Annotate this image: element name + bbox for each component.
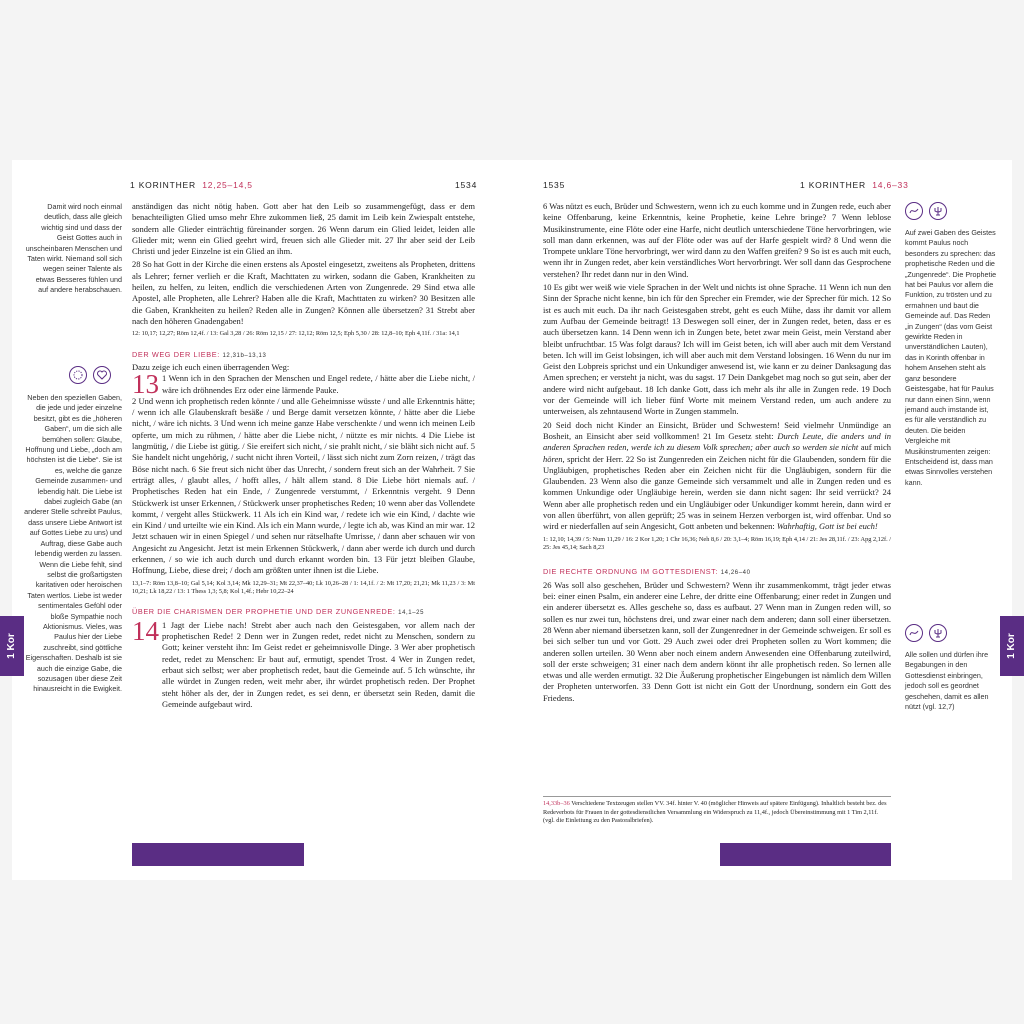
verses-14-1-5: 1 Jagt der Liebe nach! Strebt aber auch nach den Geistesgaben, vor allem nach der prophetischen Rede! 2 Denn wer in Zungen redet, redet nicht zu Menschen, sondern zu Gott; keiner versteht ihn: Im Geist redet er geheimnisvolle Dinge. 3 Wer aber prophetisch redet, redet zu Menschen: Er baut auf, ermutigt, spendet Trost. 4 Wer in Zungen redet, erbaut sich selbst; wer aber prophetisch redet, baut die Gemeinde auf. 5 Ich wünschte, ihr alle würdet in Zungen reden, weit mehr aber, ihr würdet prophetisch reden. Der Prophet steht höher als der, der in Zungen redet, es sei denn, er übersetzt sein Reden, damit die Gemeinde aufgebaut wird. <box>162 619 475 709</box>
verses-14-10-19: 10 Es gibt wer weiß wie viele Sprachen in der Welt und nichts ist ohne Sprache. 11 Wenn ich nun den Sinn der Sprache nicht kenne, bin ich für den Sprecher ein Fremder, wie der Sprecher für mich. 12 So ist es auch mit euch. Da ihr nach Geistesgaben strebt, geht es euch Mühe, dass ihr damit vor allem zum Aufbau der Gemeinde beitragt! 13 Deswegen soll einer, der in Zungen redet, beten, dass er es auch übersetzen kann. 14 Denn wenn ich in Zungen bete, betet zwar mein Geist, mein Verstand aber bleibt unfruchtbar. 15 Was folgt daraus? Ich will im Geist beten, ich will aber auch mit dem Verstand beten. Ich will im Geist lobsingen, ich will aber auch mit dem Verstand lobsingen. 16 Wenn du nur im Geist den Lobpreis sprichst und ein Unkundiger anwesend ist, wie kann er zu deiner Danksagung das Amen sprechen; er versteht ja nicht, was du sagst. 17 Dein Dankgebet mag noch so gut sein, aber der andere wird nicht aufgebaut. 18 Ich danke Gott, dass ich mehr als ihr alle in Zungen rede. 19 Doch vor der Gemeinde will ich lieber fünf Worte mit meinem Verstand reden, um auch andere zu unterweisen, als zehntausend Worte in Zungen stammeln. <box>543 282 891 417</box>
quote-text: hören, <box>543 453 565 464</box>
right-icon-row-bottom <box>905 624 947 642</box>
right-tab-label: 1 Kor <box>1006 633 1017 659</box>
section-lead: Dazu zeige ich euch einen überragenden Weg: <box>132 361 290 372</box>
verse-text: 20 Seid doch nicht Kinder an Einsicht, Brüder und Schwestern! Seid vielmehr Unmündige an Bosheit, an Einsicht aber seid vollkommen! 21 Im Gesetz steht: <box>543 419 891 441</box>
section-range: 14,26–40 <box>720 570 751 577</box>
left-main-text <box>132 201 475 710</box>
right-icon-row-top <box>905 202 947 220</box>
footnote-text: Verschiedene Textzeugen stellen VV. 34f. hinter V. 40 (möglicher Hinweis auf spätere Einfügung). Inhaltlich besteht bez. des Redeverbots für Frauen in der gottesdienstlichen Versammlung ein Widerspruch zu 11,4f., jedoch Übereinstimmung mit 1 Tim 2,11f. (vgl. die Einleitung zu den Pastoralbriefen). <box>543 800 887 825</box>
candlestick-icon <box>929 202 947 220</box>
verses-14-6-9: 6 Was nützt es euch, Brüder und Schwestern, wenn ich zu euch komme und in Zungen rede, euch aber keine Offenbarung, keine Erkenntnis, keine Prophetie, keine Lehre bringe? 7 Wenn leblose Musikinstrumente, eine Flöte oder eine Harfe, nicht deutlich unterschiedene Töne hervorbringen, wie soll man dann erkennen, was auf der Flöte oder was auf der Harfe gespielt wird? 8 Und wenn die Trompete unklare Töne hervorbringt, wer wird dann zu den Waffen greifen? 9 So ist es auch mit euch, wenn ihr in Zungen redet, aber kein verständliches Wort hervorbringt. Wer soll dann das Gesprochene verstehen? Ihr redet dann nur in den Wind. <box>543 201 891 279</box>
right-margin-note-bottom: Alle sollen und dürfen ihre Begabungen in den Gottesdienst einbringen, jedoch soll es geordnet geschehen, damit es allen nützt (vgl. 12,7) <box>905 650 989 712</box>
left-page-number: 1534 <box>455 180 478 190</box>
quote-text: Wahrhaftig, Gott ist bei euch! <box>776 521 878 532</box>
section-heading-order <box>543 566 891 579</box>
left-running-head <box>130 180 253 190</box>
left-margin-note-top: Damit wird noch einmal deutlich, dass alle gleich wichtig sind und dass der Geist Gottes auch in unscheinbaren Menschen und Taten wirkt. Niemand soll sich wegen seiner Talente als etwas Besseres fühlen und auf andere herabschauen. <box>25 202 122 295</box>
chapter-14-block <box>132 615 475 710</box>
right-reference: 14,6–33 <box>872 180 909 190</box>
footnote-ref: 14,33b–36 <box>543 800 570 807</box>
chapter-number: 13 <box>132 369 159 400</box>
chapter-13-block <box>132 369 475 400</box>
verses-14-20-25 <box>543 420 891 533</box>
verses-13-2-13: 2 Und wenn ich prophetisch reden könnte / und alle Geheimnisse wüsste / und alle Erkenntnis hätte; / wenn ich alle Glaubenskraft besäße / und Berge damit versetzen könnte, / hätte aber die Liebe nicht, / wäre ich nichts. 3 Und wenn ich meine ganze Habe verschenkte / und wenn ich meinen Leib opferte, um mich zu rühmen, / hätte aber die Liebe nicht, / nützte es mir nichts. 4 Die Liebe ist langmütig, / die Liebe ist gütig. / Sie ereifert sich nicht, / sie prahlt nicht, / sie bläht sich nicht auf. 5 Sie handelt nicht ungehörig, / sucht nicht ihren Vorteil, / lässt sich nicht zum Zorn reizen, / trägt das Böse nicht nach. 6 Sie freut sich nicht über das Unrecht, / sondern freut sich an der Wahrheit. 7 Sie erträgt alles, / glaubt alles, / hofft alles, / hält allem stand. 8 Die Liebe hört niemals auf. / Prophetisches Reden hat ein Ende, / Zungenrede verstummt, / Erkenntnis vergeht. 9 Denn Stückwerk ist unser Erkennen, / Stückwerk unser prophetisches Reden; 10 wenn aber das Vollendete kommt, / vergeht alles Stückwerk. 11 Als ich ein Kind war, / redete ich wie ein Kind, / dachte wie ein Kind / und urteilte wie ein Kind. Als ich ein Mann wurde, / legte ich ab, was Kind an mir war. 12 Jetzt schauen wir in einen Spiegel / und sehen nur rätselhafte Umrisse, / dann aber schauen wir von Angesicht zu Angesicht. Jetzt ist mein Erkennen Stückwerk, / dann aber werde ich durch und durch erkennen, / so wie ich auch durch und durch erkannt worden bin. 13 Für jetzt bleiben Glaube, Hoffnung, Liebe, diese drei; / doch am größten unter ihnen ist die Liebe. <box>132 395 475 576</box>
left-reference: 12,25–14,5 <box>202 180 253 190</box>
verse-12-28: 28 So hat Gott in der Kirche die einen erstens als Apostel eingesetzt, zweitens als Propheten, drittens als Lehrer; ferner verlieh er die Kraft, Machttaten zu wirken, sodann die Gaben, Krankheiten zu heilen, zu helfen, zu leiten, endlich die verschiedenen Arten von Zungenrede. 29 Sind etwa alle Apostel, alle Propheten, alle Lehrer? Haben alle die Kraft, Machttaten zu wirken? 30 Besitzen alle die Gaben, Krankheiten zu heilen? Reden alle in Zungen? Können alle übersetzen? 31 Strebt aber nach den höheren Gnadengaben! <box>132 259 475 326</box>
section-heading-love <box>132 349 475 362</box>
candlestick-icon <box>929 624 947 642</box>
intro-text: anständigen das nicht nötig haben. Gott aber hat den Leib so zusammengefügt, dass er dem benachteiligten Glied umso mehr Ehre zukommen ließ, 25 damit im Leib kein Zwiespalt entstehe, sondern alle Glieder einträchtig füreinander sorgen. 26 Wenn darum ein Glied leidet, leiden alle Glieder mit; wenn ein Glied geehrt wird, freuen sich alle Glieder mit. 27 Ihr aber seid der Leib Christi und jeder Einzelne ist ein Glied an ihm. <box>132 201 475 257</box>
rosary-icon <box>69 366 87 384</box>
left-book-tab[interactable] <box>0 616 24 676</box>
right-running-head <box>800 180 909 190</box>
section-title: DER WEG DER LIEBE: <box>132 349 220 359</box>
chapter-number: 14 <box>132 615 159 646</box>
section-title: ÜBER DIE CHARISMEN DER PROPHETIE UND DER ZUNGENREDE: <box>132 607 396 617</box>
left-book-title: 1 KORINTHER <box>130 180 196 190</box>
quote-text: Durch Leute, die anders und in anderen Sprachen reden, werde ich zu diesem Volk sprechen; aber auch so werden sie nicht <box>543 430 891 453</box>
verse-text: auf mich <box>860 442 892 453</box>
cross-references-3: 1: 12,10; 14,39 / 5: Num 11,29 / 16: 2 Kor 1,20; 1 Chr 16,36; Neh 8,6 / 20: 3,1–4; Röm 16,19; Eph 4,14 / 21: Jes 28,11f. / 23: Apg 2,12f. / 25: Jes 45,14; Sach 8,23 <box>543 535 891 552</box>
verses-14-26-33: 26 Was soll also geschehen, Brüder und Schwestern? Wenn ihr zusammenkommt, trägt jeder etwas bei: einer einen Psalm, ein anderer eine Lehre, der dritte eine Offenbarung; einer redet in Zungen und ein anderer übersetzt es. Alles geschehe so, dass es aufbaut. 27 Wenn man in Zungen reden will, so sollen es nur zwei tun, höchstens drei, und zwar einer nach dem anderen; dann soll einer übersetzen. 28 Wenn aber niemand übersetzen kann, soll der Zungenredner in der Gemeinde schweigen. Er soll es bei sich selber tun und vor Gott. 29 Auch zwei oder drei Propheten sollen zu Wort kommen; die anderen sollen urteilen. 30 Wenn aber noch einem andern Anwesenden eine Offenbarung zuteilwird, soll der erste schweigen; 31 einer nach dem andern könnt ihr alle prophetisch reden. So lernen alle etwas und alle werden ermutigt. 32 Die Äußerung prophetischer Eingebungen ist nämlich dem Willen der Propheten unterworfen. 33 Denn Gott ist nicht ein Gott der Unordnung, sondern ein Gott des Friedens. <box>543 579 891 703</box>
right-main-text <box>543 201 891 704</box>
left-margin-note-bottom: Neben den speziellen Gaben, die jede und jeder einzelne besitzt, gibt es die „höheren Gaben“, um die sich alle bemühen sollen: Glaube, Hoffnung und Liebe, „doch am höchsten ist die Liebe“. Sie ist es, welche die ganze Gemeinde zusammen- und lebendig hält. Die Liebe ist dabei zugleich Gabe (an anderer Stelle schreibt Paulus, dass unsere Liebe Antwort ist auf Gottes Liebe zu uns) und Auftrag, diese Gabe auch lebendig werden zu lassen. Wenn die Liebe fehlt, sind selbst die großartigsten karitativen oder heroischen Taten wertlos. Liebe ist weder sentimentales Gefühl oder bloße Sympathie noch Aktionismus. Vieles, was Paulus hier der Liebe zuschreibt, sind göttliche Eigenschaften. Deshalb ist sie auch die einzige Gabe, die sozusagen über diese Zeit hinausreicht in die Ewigkeit. <box>24 393 122 694</box>
right-purple-bar <box>720 843 891 866</box>
swirl-icon <box>905 624 923 642</box>
right-page-number: 1535 <box>543 180 566 190</box>
section-range: 14,1–25 <box>398 610 425 617</box>
cross-references-2: 13,1–7: Röm 13,8–10; Gal 5,14; Kol 3,14; Mk 12,29–31; Mt 22,37–40; Lk 10,26–28 / 1: 14,1f. / 2: Mt 17,20; 21,21; Mk 11,23 / 3: Mt 10,21; Lk 18,22 / 13: 1 Thess 1,3; 5,8; Kol 1,4f.; Hebr 10,22–24 <box>132 579 475 596</box>
footnote <box>543 796 891 826</box>
cross-references-1: 12: 10,17; 12,27; Röm 12,4f. / 13: Gal 3,28 / 26: Röm 12,15 / 27: 12,12; Röm 12,5; Eph 5,30 / 28: 12,8–10; Eph 4,11f. / 31a: 14,1 <box>132 330 460 338</box>
right-margin-note-top: Auf zwei Gaben des Geistes kommt Paulus noch besonders zu sprechen: das prophetische Reden und die „Zungenrede“. Die Prophetie hat bei Paulus vor allem die Funktion, zu trösten und zu ermahnen und baut die Gemeinde auf. Das Reden „in Zungen“ (das vom Geist gewirkte Reden in unverständlichen Lauten), das in Korinth offenbar in hohem Ansehen steht als ganz besondere Geistesgabe, hat für Paulus nur dann einen Sinn, wenn jemand auch imstande ist, es für alle verständlich zu deuten. Die beiden Vergleiche mit Musikinstrumenten zeigen: Entscheidend ist, dass man etwas Sinnvolles verstehen kann. <box>905 228 997 487</box>
left-tab-label: 1 Kor <box>6 633 17 659</box>
section-title: DIE RECHTE ORDNUNG IM GOTTESDIENST: <box>543 567 719 577</box>
left-purple-bar <box>132 843 304 866</box>
section-heading-charisms <box>132 606 475 619</box>
right-book-title: 1 KORINTHER <box>800 180 866 190</box>
left-icon-row <box>69 366 111 384</box>
verse-13-1: 1 Wenn ich in den Sprachen der Menschen und Engel redete, / hätte aber die Liebe nicht, / wäre ich dröhnendes Erz oder eine lärmende Pauke. <box>162 373 475 395</box>
verse-text: spricht der Herr. 22 So ist Zungenreden ein Zeichen nicht für die Glaubenden, sondern für die Ungläubigen, prophetisches Reden aber ein Zeichen nicht für die Ungläubigen, sondern für die Glaubenden. 23 Wenn also die ganze Gemeinde sich versammelt und alle in Zungen reden und es kommen Unkundige oder Ungläubige herein, werden sie dann nicht sagen: Ihr seid verrückt? 24 Wenn aber alle prophetisch reden und ein Ungläubiger oder Unkundiger kommt herein, dann wird er von allen überführt, von allen geprüft; 25 was in seinem Herzen verborgen ist, wird offenbar. Und so wird er niederfallen auf sein Angesicht, Gott anbeten und bekennen: <box>543 453 892 532</box>
right-book-tab[interactable] <box>1000 616 1024 676</box>
swirl-icon <box>905 202 923 220</box>
heart-icon <box>93 366 111 384</box>
section-range: 12,31b–13,13 <box>222 352 267 359</box>
